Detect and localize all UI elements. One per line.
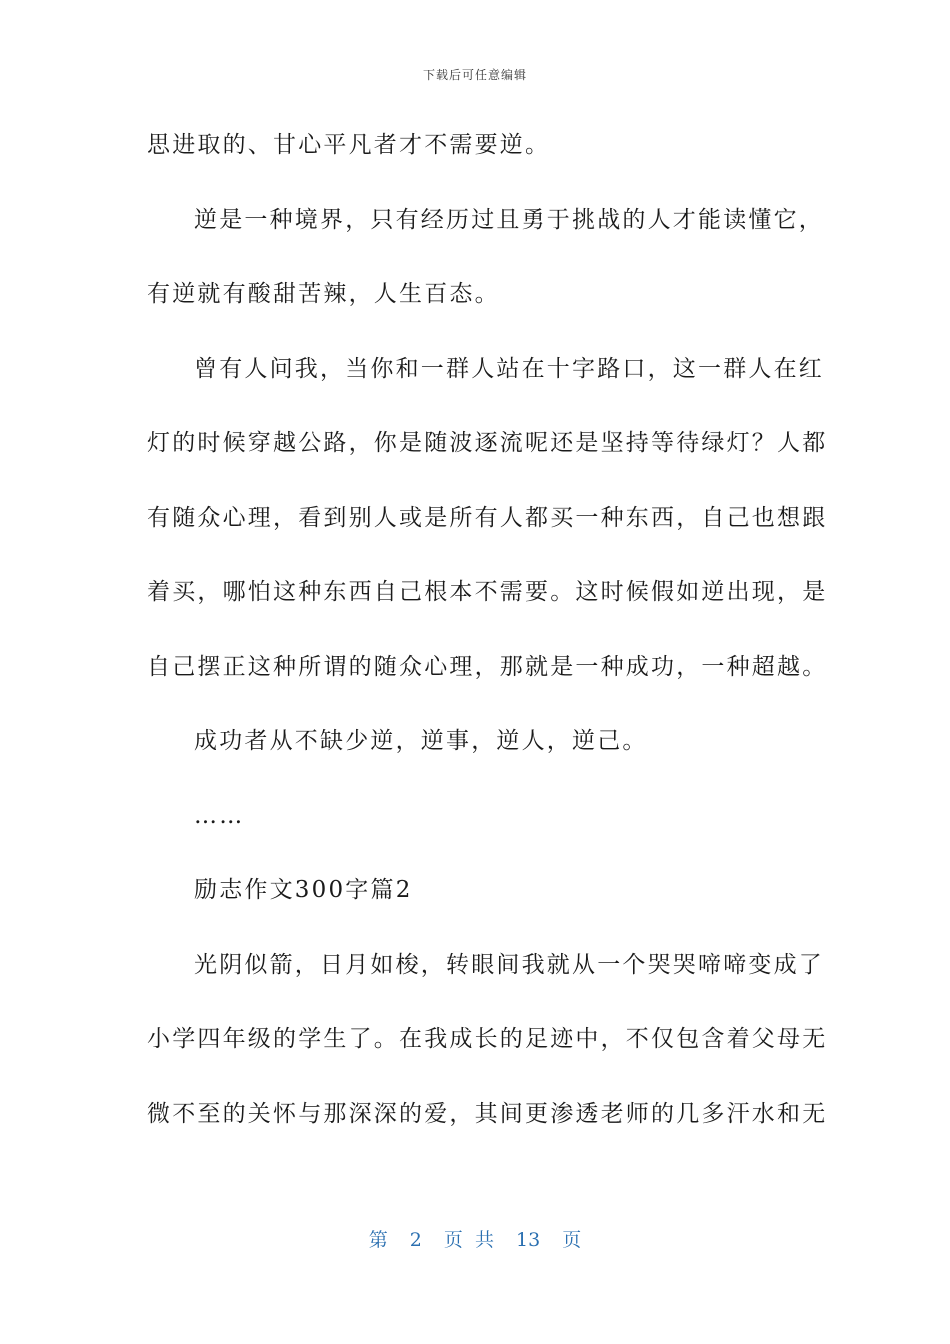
text-line: 微不至的关怀与那深深的爱，其间更渗透老师的几多汗水和无 bbox=[147, 1100, 828, 1127]
footer-prefix: 第 bbox=[368, 1229, 388, 1251]
text-line: 曾有人问我，当你和一群人站在十字路口，这一群人在红 bbox=[194, 355, 824, 382]
text-line: 成功者从不缺少逆，逆事，逆人，逆己。 bbox=[194, 728, 648, 754]
total-page-count: 13 bbox=[516, 1229, 541, 1251]
text-line: 思进取的、甘心平凡者才不需要逆。 bbox=[147, 132, 551, 158]
text-line: 有随众心理，看到别人或是所有人都买一种东西，自己也想跟 bbox=[147, 504, 828, 531]
ellipsis-line: …… bbox=[194, 802, 245, 829]
footer-mid: 页 共 bbox=[443, 1229, 494, 1251]
document-body bbox=[147, 120, 828, 1163]
text-line: 小学四年级的学生了。在我成长的足迹中，不仅包含着父母无 bbox=[147, 1026, 828, 1052]
text-line: 着买，哪怕这种东西自己根本不需要。这时候假如逆出现，是 bbox=[147, 579, 828, 605]
text-line: 灯的时候穿越公路，你是随波逐流呢还是坚持等待绿灯？人都 bbox=[147, 430, 828, 456]
text-line: 自己摆正这种所谓的随众心理，那就是一种成功，一种超越。 bbox=[147, 653, 828, 680]
footer-suffix: 页 bbox=[562, 1229, 582, 1251]
section-heading: 励志作文300字篇2 bbox=[194, 877, 413, 903]
page-footer bbox=[0, 1225, 950, 1252]
text-line: 光阴似箭，日月如梭，转眼间我就从一个哭哭啼啼变成了 bbox=[194, 951, 824, 978]
text-line: 有逆就有酸甜苦辣，人生百态。 bbox=[147, 281, 500, 307]
header-note: 下载后可任意编辑 bbox=[422, 68, 527, 82]
text-line: 逆是一种境界，只有经历过且勇于挑战的人才能读懂它， bbox=[194, 206, 824, 233]
current-page-number: 2 bbox=[409, 1229, 422, 1251]
